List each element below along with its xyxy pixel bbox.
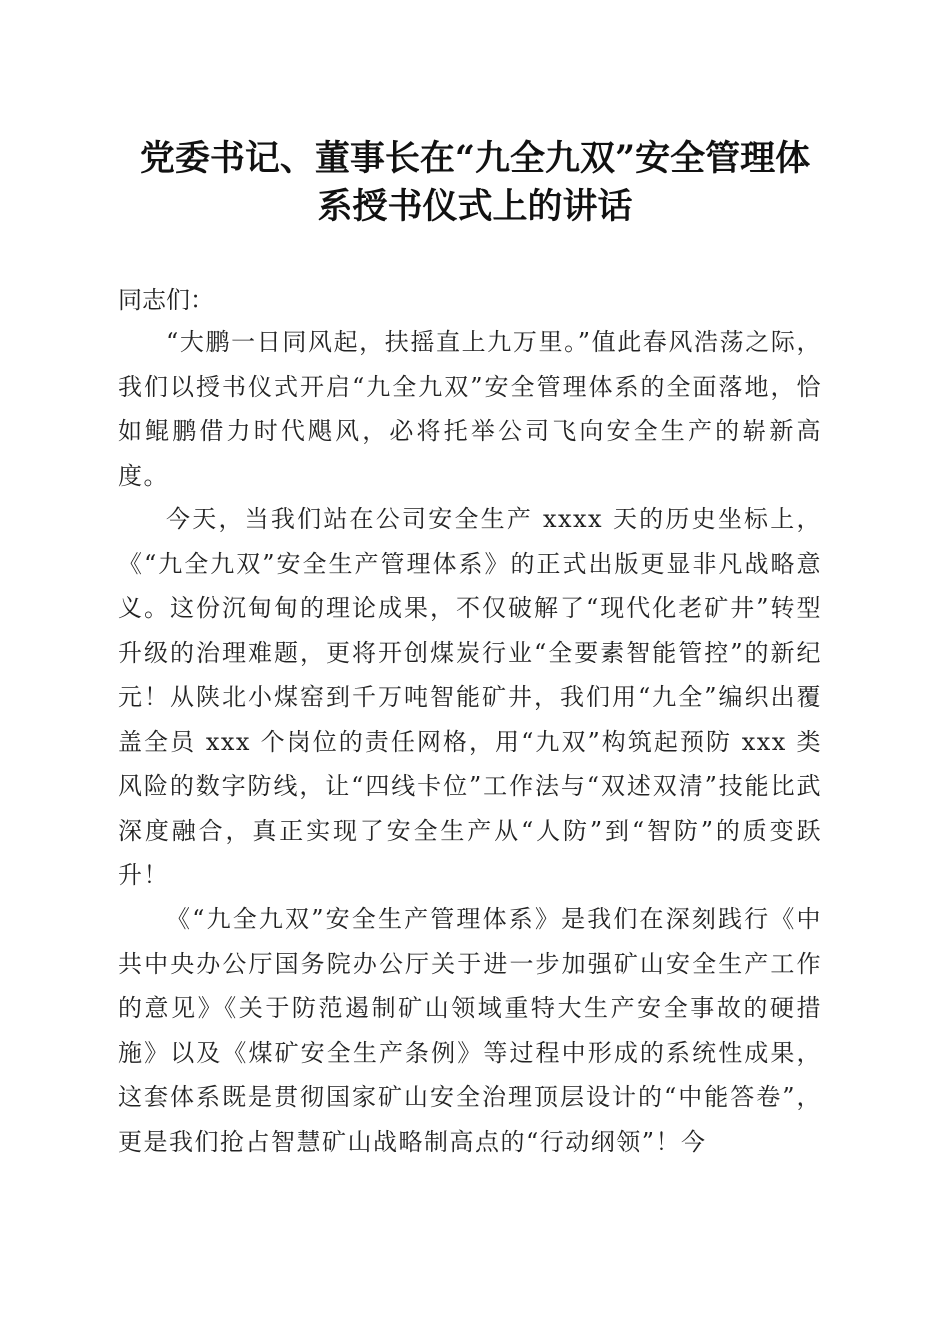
salutation: 同志们：: [118, 286, 214, 314]
document-title-line-1: 党委书记、董事长在“九全九双”安全管理体: [139, 138, 811, 179]
paragraph-3: 《“九全九双”安全生产管理体系》是我们在深刻践行《中共中央办公厅国务院办公厅关于进一步加强矿山安全生产工作的意见》《关于防范遏制矿山领域重特大生产安全事故的硬措施》以及《煤矿安全生产条例》等过程中形成的系统性成果，这套体系既是贯彻国家矿山安全治理顶层设计的“中能答卷”，更是我们抢占智慧矿山战略制高点的“行动纲领”！今: [118, 905, 822, 1156]
paragraph-2: 今天，当我们站在公司安全生产 xxxx 天的历史坐标上，《“九全九双”安全生产管理体系》的正式出版更显非凡战略意义。这份沉甸甸的理论成果，不仅破解了“现代化老矿井”转型升级的治理难题，更将开创煤炭行业“全要素智能管控”的新纪元！从陕北小煤窑到千万吨智能矿井，我们用“九全”编织出覆盖全员 xxx 个岗位的责任网格，用“九双”构筑起预防 xxx 类风险的数字防线，让“四线卡位”工作法与“双述双清”技能比武深度融合，真正实现了安全生产从“人防”到“智防”的质变跃升！: [118, 505, 822, 889]
paragraph-1: “大鹏一日同风起，扶摇直上九万里。”值此春风浩荡之际，我们以授书仪式开启“九全九双”安全管理体系的全面落地，恰如鲲鹏借力时代飓风，必将托举公司飞向安全生产的崭新高度。: [118, 328, 822, 490]
document-title-line-2: 系授书仪式上的讲话: [317, 186, 633, 227]
